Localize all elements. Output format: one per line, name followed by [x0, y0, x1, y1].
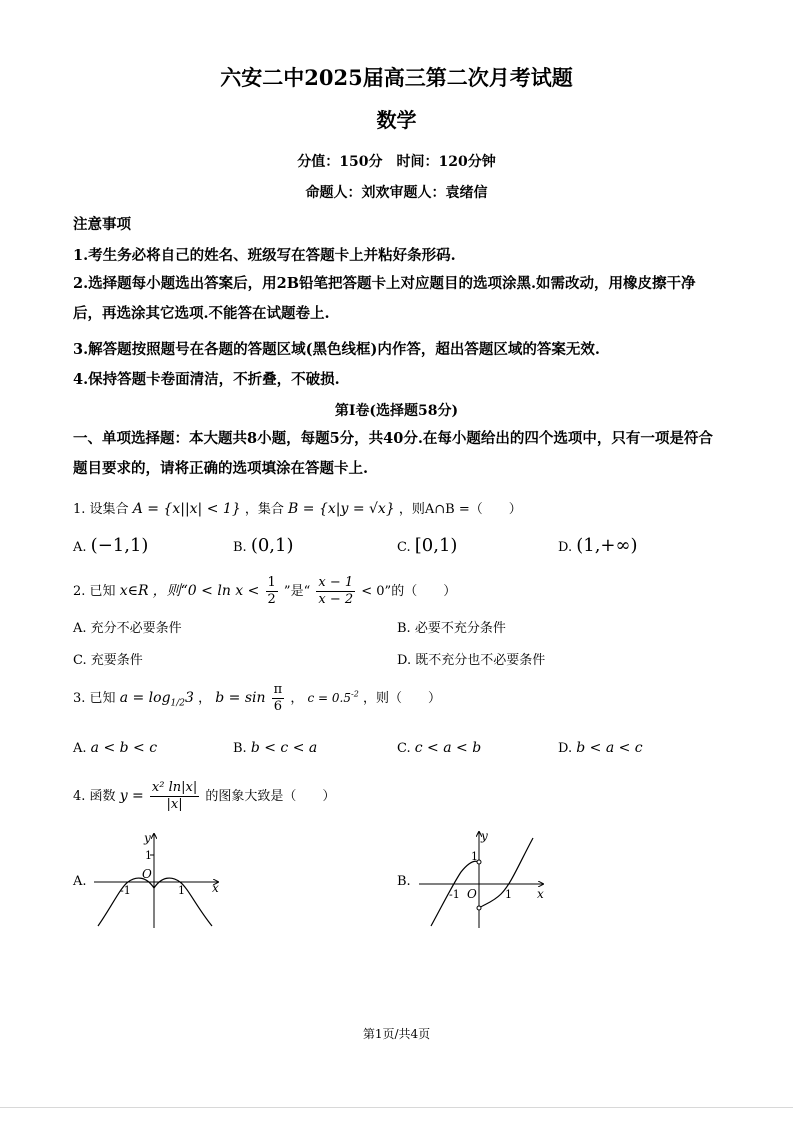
q4-option-a-label: A. — [73, 874, 87, 889]
option-value: 充要条件 — [90, 653, 143, 668]
q1-option-d — [558, 535, 638, 556]
page-number: 第1页/共4页 — [362, 1027, 431, 1041]
q1-option-a — [73, 535, 148, 556]
option-label: A. — [73, 540, 87, 555]
tick-label-neg: -1 — [120, 884, 131, 897]
q1-set-a: A = {x||x| < 1} — [132, 501, 241, 517]
q1-option-c — [397, 535, 457, 556]
option-label: B. — [233, 741, 247, 756]
q1-set-b: B = {x|y = √x} — [288, 501, 395, 517]
fraction-denominator: x − 2 — [318, 592, 354, 607]
q2-text-3: < 0”的（ ） — [361, 584, 457, 599]
q1-mid: ，集合 — [244, 502, 284, 517]
origin-label: O — [467, 887, 477, 901]
tick-label-neg: -1 — [449, 888, 460, 901]
notice-item-1: 1.考生务必将自己的姓名、班级写在答题卡上并粘好条形码. — [73, 247, 456, 264]
option-label: D. — [558, 540, 573, 555]
option-value: (−1,1) — [90, 535, 149, 556]
q3-b-expr: b = sin — [215, 690, 266, 706]
q3-option-d — [558, 740, 643, 756]
section-instruction: 一、单项选择题：本大题共8小题，每题5分，共40分.在每小题给出的四个选项中，只有一项是符合题目要求的，请将正确的选项填涂在答题卡上. — [73, 430, 713, 477]
q3-a-arg: 3 — [185, 690, 194, 706]
q1-suffix: ，则A∩B =（ ） — [398, 502, 522, 517]
q4-prefix: 4. 函数 — [73, 789, 116, 804]
q1-prefix: 1. 设集合 — [73, 502, 129, 517]
q4-graph-a — [90, 828, 230, 932]
option-label: D. — [558, 741, 573, 756]
exam-title: 六安二中2025届高三第二次月考试题 — [220, 65, 573, 90]
q4-option-b-label: B. — [397, 874, 411, 889]
fraction-denominator: 6 — [273, 699, 283, 714]
open-point-bottom — [477, 906, 481, 910]
q3-option-a — [73, 740, 157, 756]
q3-b-fraction — [272, 682, 285, 715]
y-axis-label: y — [481, 829, 488, 843]
q2-option-d — [397, 649, 545, 668]
q3-a-base: 1/2 — [170, 698, 186, 709]
option-label: C. — [397, 540, 411, 555]
score-time-line: 分值：150分 时间：120分钟 — [297, 154, 496, 170]
fraction-denominator: 2 — [267, 592, 276, 607]
option-value: b < a < c — [576, 740, 643, 756]
q4-function-fraction — [150, 780, 199, 813]
option-value: 既不充分也不必要条件 — [415, 653, 546, 668]
option-label: D. — [397, 653, 412, 668]
function-curve — [98, 878, 212, 926]
option-label: A. — [73, 741, 87, 756]
tick-label-pos: 1 — [505, 888, 512, 901]
option-value: c < a < b — [414, 740, 482, 756]
q2-option-b — [397, 617, 506, 636]
q3-suffix: ，则（ ） — [362, 691, 441, 706]
option-label: B. — [397, 621, 411, 636]
tick-label-pos: 1 — [178, 884, 185, 897]
option-value: b < c < a — [250, 740, 318, 756]
option-label: C. — [397, 741, 411, 756]
notice-item-4: 4.保持答题卡卷面清洁，不折叠，不破损. — [73, 371, 340, 388]
q2-half-fraction — [266, 575, 278, 608]
option-value: (1,+∞) — [576, 535, 638, 556]
fraction-numerator: x − 1 — [318, 575, 354, 590]
tick-label-y: 1 — [145, 849, 152, 862]
authors-line: 命题人：刘欢审题人：袁绪信 — [305, 185, 488, 201]
notice-item-3: 3.解答题按照题号在各题的答题区域(黑色线框)内作答，超出答题区域的答案无效. — [73, 341, 600, 358]
x-axis-label: x — [537, 887, 544, 901]
option-value: a < b < c — [90, 740, 158, 756]
option-label: C. — [73, 653, 87, 668]
q4-func-y: y = — [119, 788, 144, 804]
fraction-numerator: x² ln|x| — [151, 780, 198, 795]
q3-c-expr: c = 0.5 — [307, 691, 352, 705]
origin-label: O — [142, 867, 152, 881]
question-4-stem — [73, 780, 335, 813]
fraction-denominator: |x| — [166, 797, 183, 812]
option-label: B. — [233, 540, 247, 555]
q2-ratio-fraction — [316, 575, 355, 608]
fraction-numerator: π — [273, 682, 283, 697]
x-axis-label: x — [212, 881, 219, 895]
q1-option-b — [233, 535, 294, 556]
notice-item-2: 2.选择题每小题选出答案后，用2B铅笔把答题卡上对应题目的选项涂黑.如需改动，用橡皮擦干净后，再选涂其它选项.不能答在试题卷上. — [73, 275, 696, 322]
y-axis-label: y — [144, 831, 151, 845]
option-value: [0,1) — [414, 535, 458, 556]
option-value: 必要不充分条件 — [414, 621, 506, 636]
question-3-stem: 3. 已知 $a = \log_{1/2}3$ ， b = sin $\frac{\pi}{6}$ ， $c = 0.5^{-2}$ ，则（ ） — [73, 682, 441, 714]
q4-graph-b — [415, 828, 550, 932]
q3-prefix: 3. 已知 — [73, 691, 116, 706]
q3-c-exponent: -2 — [351, 689, 359, 699]
section-title: 第Ⅰ卷(选择题58分) — [334, 403, 459, 419]
q3-option-b — [233, 740, 317, 756]
option-label: A. — [73, 621, 87, 636]
question-2-stem — [73, 575, 456, 608]
q2-prefix: 2. 已知 — [73, 584, 116, 599]
question-1-stem — [73, 498, 522, 517]
q3-a-expr: a = log — [119, 690, 171, 706]
q4-suffix: 的图象大致是（ ） — [205, 789, 336, 804]
tick-label-y: 1 — [471, 850, 478, 863]
q2-text-1: ，则“0 < ln x < — [152, 583, 260, 599]
fraction-numerator: 1 — [267, 575, 276, 590]
q2-text-2: ”是“ — [283, 584, 311, 599]
notice-heading: 注意事项 — [73, 216, 131, 233]
q2-option-c — [73, 649, 143, 668]
exam-subject: 数学 — [376, 108, 417, 132]
option-value: 充分不必要条件 — [90, 621, 182, 636]
bottom-divider — [0, 1107, 793, 1108]
q3-option-c — [397, 740, 481, 756]
option-value: (0,1) — [250, 535, 294, 556]
q2-condition: x∈R — [119, 583, 149, 599]
q2-option-a — [73, 617, 182, 636]
